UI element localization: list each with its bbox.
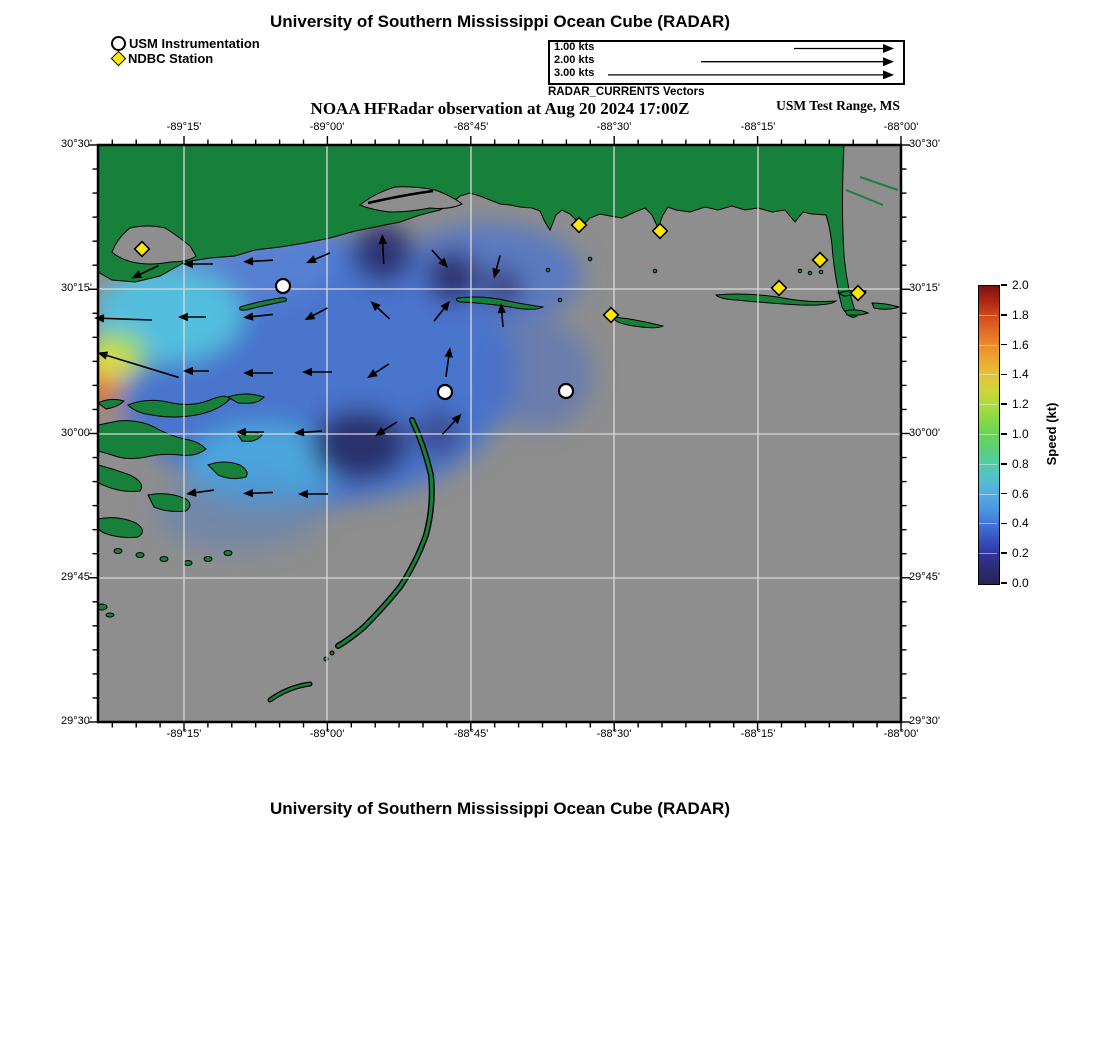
x-axis-label: -89°15'	[166, 121, 202, 133]
y-axis-label: 29°45'	[61, 571, 92, 583]
colorbar-gridline	[979, 374, 997, 375]
y-axis-label: 30°00'	[61, 427, 92, 439]
vector-scale-label: 2.00 kts	[554, 54, 595, 66]
x-axis-label: -88°15'	[740, 728, 776, 740]
ndbc-diamond-icon	[111, 51, 127, 67]
colorbar-tick-label: 1.4	[1012, 367, 1029, 382]
vector-scale-label: 3.00 kts	[554, 67, 595, 79]
colorbar-gridline	[979, 494, 997, 495]
usm-station-marker	[276, 279, 290, 293]
x-axis-label: -88°00'	[883, 728, 919, 740]
usm-legend-label: USM Instrumentation	[129, 36, 260, 51]
current-arrow	[794, 44, 894, 53]
observation-subtitle: NOAA HFRadar observation at Aug 20 2024 17:00Z	[310, 99, 690, 118]
x-axis-label: -89°00'	[309, 121, 345, 133]
colorbar-gridline	[979, 434, 997, 435]
usm-station-marker	[559, 384, 573, 398]
current-arrow	[608, 70, 894, 79]
x-axis-label: -88°00'	[883, 121, 919, 133]
x-axis-label: -88°45'	[453, 728, 489, 740]
colorbar-tick-label: 1.8	[1012, 307, 1029, 322]
colorbar-tick	[1001, 493, 1007, 495]
colorbar-gridline	[979, 404, 997, 405]
colorbar-tick-label: 2.0	[1012, 278, 1029, 292]
colorbar-gridline	[979, 345, 997, 346]
colorbar-tick-label: 0.0	[1012, 576, 1029, 590]
colorbar-tick-label: 0.2	[1012, 546, 1029, 561]
legend-row-usm	[111, 36, 260, 51]
colorbar-title: Speed (kt)	[1044, 402, 1059, 466]
colorbar-gridline	[979, 464, 997, 465]
colorbar-tick	[1001, 403, 1007, 405]
map-canvas	[88, 135, 911, 732]
legend-row-ndbc	[111, 51, 260, 66]
y-axis-label: 30°15'	[61, 282, 92, 294]
colorbar-gridline	[979, 315, 997, 316]
colorbar-tick-label: 0.8	[1012, 456, 1029, 471]
colorbar-gridline	[979, 553, 997, 554]
y-axis-label: 30°00'	[909, 427, 940, 439]
colorbar-tick-label: 1.2	[1012, 397, 1029, 412]
x-axis-label: -88°15'	[740, 121, 776, 133]
colorbar-tick-label: 0.6	[1012, 486, 1029, 501]
x-axis-label: -89°15'	[166, 728, 202, 740]
current-arrow	[701, 57, 894, 66]
y-axis-label: 30°30'	[61, 138, 92, 150]
colorbar-tick	[1001, 463, 1007, 465]
colorbar-tick	[1001, 582, 1007, 584]
y-axis-label: 30°30'	[909, 138, 940, 150]
colorbar-tick	[1001, 552, 1007, 554]
usm-station-marker	[438, 385, 452, 399]
y-axis-label: 30°15'	[909, 282, 940, 294]
y-axis-label: 29°30'	[61, 715, 92, 727]
colorbar-tick-label: 1.0	[1012, 427, 1029, 441]
colorbar-tick	[1001, 314, 1007, 316]
colorbar-gridline	[979, 523, 997, 524]
ndbc-legend-label: NDBC Station	[128, 51, 214, 66]
vector-scale-label: 1.00 kts	[554, 41, 595, 53]
colorbar-tick	[1001, 284, 1007, 286]
y-axis-label: 29°45'	[909, 571, 940, 583]
x-axis-label: -88°30'	[596, 728, 632, 740]
colorbar-tick-label: 0.4	[1012, 516, 1029, 531]
colorbar-tick-label: 1.6	[1012, 337, 1029, 352]
vector-scale-box	[548, 40, 905, 85]
vector-caption: RADAR_CURRENTS Vectors	[548, 86, 705, 98]
vector-scale-arrows	[550, 42, 899, 79]
colorbar-tick	[1001, 523, 1007, 525]
x-axis-label: -88°30'	[596, 121, 632, 133]
marker-legend	[111, 36, 260, 66]
usm-circle-icon	[111, 36, 126, 51]
colorbar-tick	[1001, 344, 1007, 346]
speed-colorbar	[978, 285, 1000, 585]
x-axis-label: -89°00'	[309, 728, 345, 740]
page-title-bottom: University of Southern Mississippi Ocean Cube (RADAR)	[269, 799, 730, 818]
colorbar-tick	[1001, 374, 1007, 376]
colorbar-tick	[1001, 433, 1007, 435]
y-axis-label: 29°30'	[909, 715, 940, 727]
range-label: USM Test Range, MS	[776, 98, 900, 113]
page-title: University of Southern Mississippi Ocean Cube (RADAR)	[269, 12, 730, 31]
x-axis-label: -88°45'	[453, 121, 489, 133]
